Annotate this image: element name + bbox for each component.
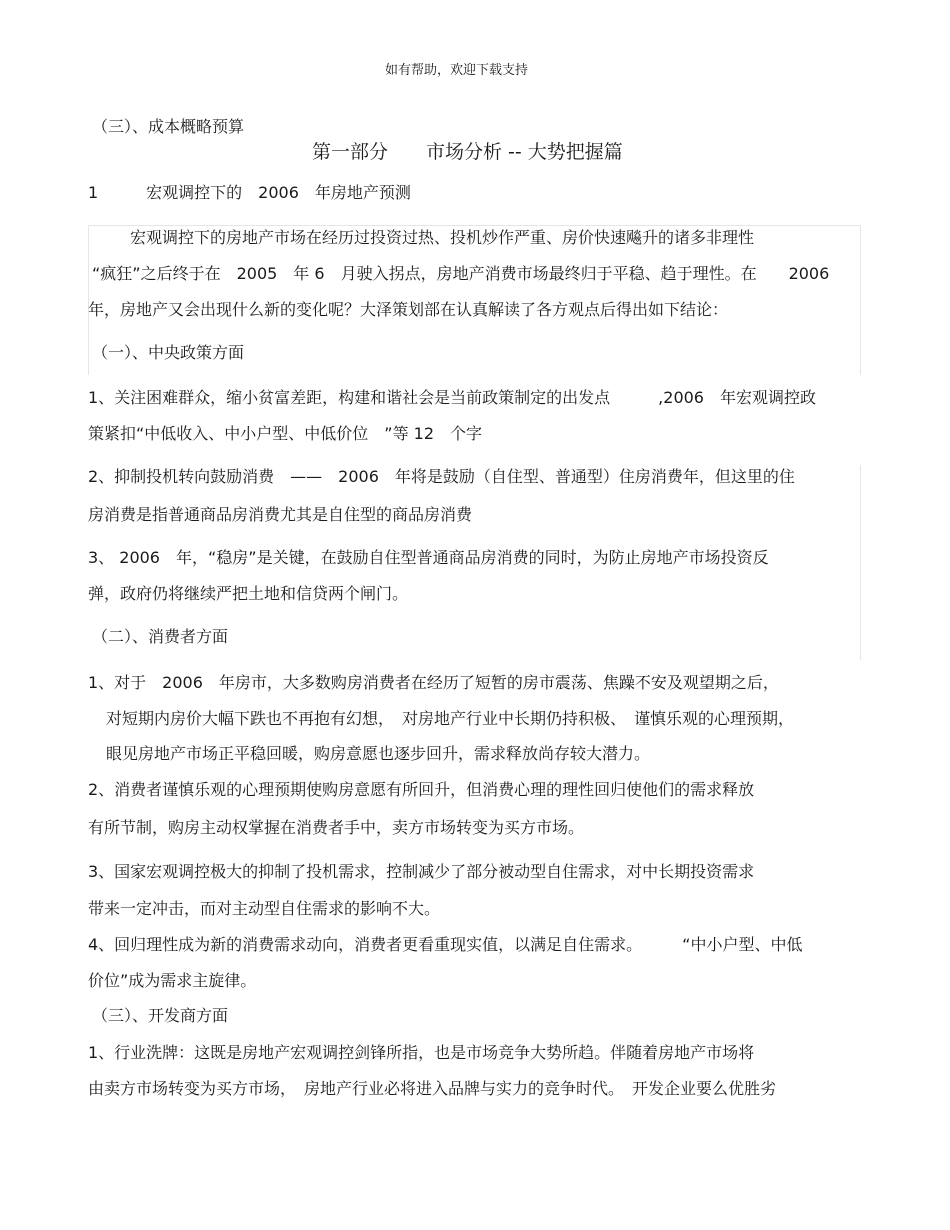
sec1-line-4: 房消费是指普通商品房消费尤其是自住型的商品房消费 bbox=[88, 505, 473, 524]
part-title: 第一部分 市场分析 -- 大势把握篇 bbox=[312, 141, 623, 163]
sec2-line-9: 价位”成为需求主旋律。 bbox=[88, 971, 257, 990]
sec2-line-1: 1、对于 2006 年房市，大多数购房消费者在经历了短暂的房市震荡、焦躁不安及观望期之后， bbox=[88, 673, 779, 692]
sec2-line-6: 3、国家宏观调控极大的抑制了投机需求，控制减少了部分被动型自住需求，对中长期投资需求 bbox=[88, 862, 755, 881]
intro-line-1: 宏观调控下的房地产市场在经历过投资过热、投机炒作严重、房价快速飚升的诸多非理性 bbox=[130, 228, 755, 247]
sec1-line-3: 2、抑制投机转向鼓励消费 —— 2006 年将是鼓励（自住型、普通型）住房消费年，但这里的住 bbox=[88, 467, 795, 486]
section-cost-title: （三）、成本概略预算 bbox=[92, 117, 245, 136]
sec2-line-8: 4、回归理性成为新的消费需求动向，消费者更看重现实值，以满足自住需求。 “中小户型、中低 bbox=[88, 935, 803, 954]
intro-line-3: 年，房地产又会出现什么新的变化呢？大泽策划部在认真解读了各方观点后得出如下结论： bbox=[88, 300, 729, 319]
heading-1: 1 宏观调控下的 2006 年房地产预测 bbox=[88, 183, 411, 202]
sec3-line-2: 由卖方市场转变为买方市场， 房地产行业必将进入品牌与实力的竞争时代。 开发企业要么优胜劣 bbox=[88, 1079, 777, 1098]
section-2-title: （二）、消费者方面 bbox=[92, 627, 229, 646]
sec1-line-5: 3、 2006 年，“稳房”是关键，在鼓励自住型普通商品房消费的同时，为防止房地产市场投资反 bbox=[88, 548, 769, 567]
sec2-line-4: 2、消费者谨慎乐观的心理预期使购房意愿有所回升，但消费心理的理性回归使他们的需求释放 bbox=[88, 780, 755, 799]
text-frame-right bbox=[860, 225, 861, 375]
page-header: 如有帮助，欢迎下载支持 bbox=[385, 63, 529, 78]
sec2-line-2: 对短期内房价大幅下跌也不再抱有幻想， 对房地产行业中长期仍持积极、 谨慎乐观的心理预期， bbox=[106, 709, 795, 728]
sec2-line-5: 有所节制，购房主动权掌握在消费者手中，卖方市场转变为买方市场。 bbox=[88, 818, 585, 837]
sec1-line-1: 1、关注困难群众，缩小贫富差距，构建和谐社会是当前政策制定的出发点 ,2006 年宏观调控政 bbox=[88, 388, 816, 407]
sec1-line-6: 弹，政府仍将继续严把土地和信贷两个闸门。 bbox=[88, 584, 409, 603]
sec2-line-7: 带来一定冲击，而对主动型自住需求的影响不大。 bbox=[88, 899, 441, 918]
section-1-title: （一）、中央政策方面 bbox=[92, 343, 245, 362]
text-frame-top bbox=[88, 225, 860, 226]
sec3-line-1: 1、行业洗牌：这既是房地产宏观调控剑锋所指，也是市场竞争大势所趋。伴随着房地产市场将 bbox=[88, 1043, 755, 1062]
text-frame-right-2 bbox=[860, 465, 861, 660]
sec1-line-2: 策紧扣“中低收入、中小户型、中低价位 ”等 12 个字 bbox=[88, 424, 483, 443]
sec2-line-3: 眼见房地产市场正平稳回暖，购房意愿也逐步回升，需求释放尚存较大潜力。 bbox=[106, 744, 651, 763]
section-3-title: （三）、开发商方面 bbox=[92, 1006, 229, 1025]
intro-line-2: “疯狂”之后终于在 2005 年 6 月驶入拐点，房地产消费市场最终归于平稳、趋于理性。在 2006 bbox=[92, 264, 830, 283]
